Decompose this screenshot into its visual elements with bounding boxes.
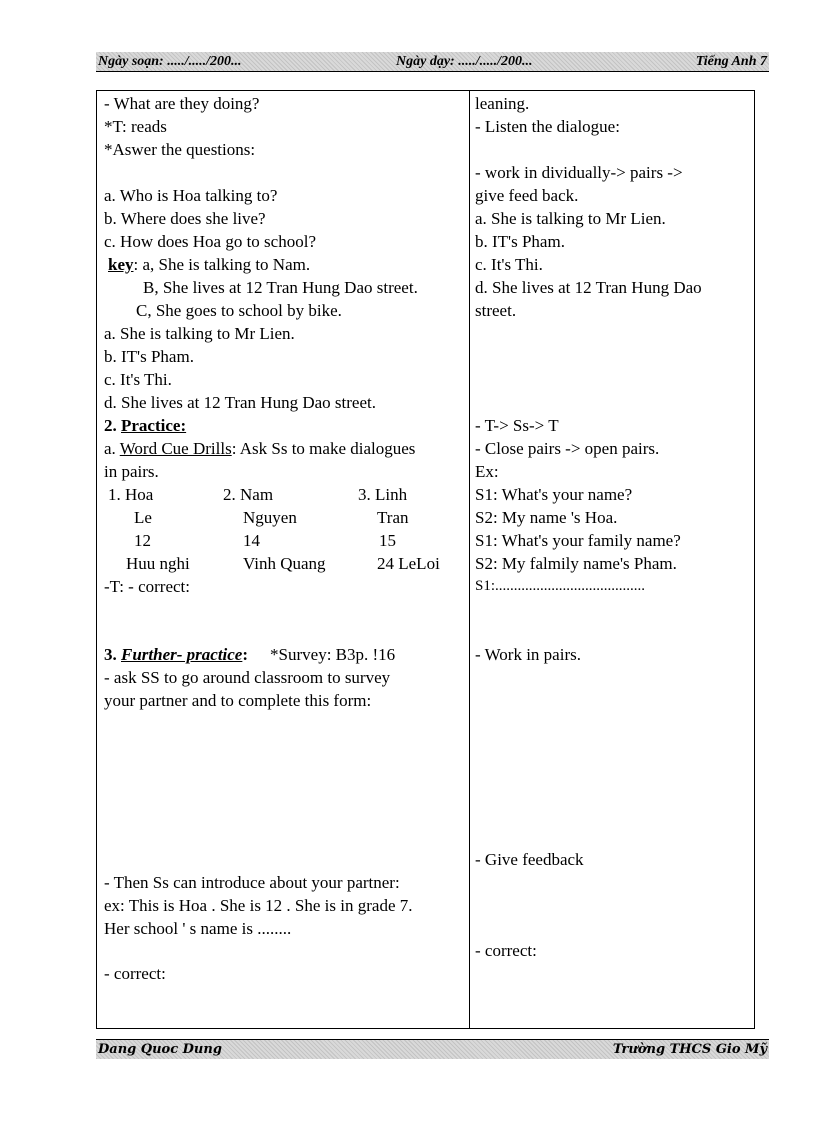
right-line: S1: What's your family name? [475,531,681,550]
right-line: S1: What's your name? [475,485,633,504]
right-line: street. [475,301,517,320]
cue-street: Huu nghi [126,554,190,573]
teacher-correct: -T: - correct: [104,577,190,596]
right-line: - Give feedback [475,850,584,869]
cue-street: Vinh Quang [243,554,326,573]
author-name: Dang Quoc Dung [98,1042,222,1057]
left-correct: - correct: [104,964,166,983]
further-heading [104,643,395,666]
question-c: c. How does Hoa go to school? [104,232,316,251]
drill-title: Word Cue Drills [119,439,232,458]
subject-title: Tiếng Anh 7 [695,54,767,69]
further-title: Further- practice [121,645,243,664]
footer-band [96,1039,769,1059]
right-line: - Work in pairs. [475,645,581,664]
then-line-3: Her school ' s name is ........ [104,919,292,938]
right-line: - T-> Ss-> T [475,416,559,435]
cue-age: 14 [243,531,260,550]
teach-date: Ngày dạy: ...../...../200... [396,54,533,69]
drill-prefix: a. [104,439,116,458]
key-c: C, She goes to school by bike. [136,301,342,320]
survey-label: *Survey: B3p. !16 [270,645,396,664]
left-line: - What are they doing? [104,94,260,113]
key-b: B, She lives at 12 Tran Hung Dao street. [143,278,418,297]
right-line: S2: My name 's Hoa. [475,508,618,527]
answer-c: c. It's Thi. [104,370,172,389]
key-line [108,253,310,276]
answer-b: b. IT's Pham. [104,347,194,366]
cue-age: 12 [134,531,151,550]
answer-d: d. She lives at 12 Tran Hung Dao street. [104,393,376,412]
further-colon: : [242,645,249,664]
right-line: - Close pairs -> open pairs. [475,439,660,458]
answer-a: a. She is talking to Mr Lien. [104,324,295,343]
drill-rest: : Ask Ss to make dialogues [231,439,416,458]
drill-rest-2: in pairs. [104,462,159,481]
right-line: d. She lives at 12 Tran Hung Dao [475,278,702,297]
practice-number: 2. [104,416,117,435]
cue-surname: Le [134,508,152,527]
right-line: Ex: [475,462,499,481]
right-line: leaning. [475,94,530,113]
left-line: *Aswer the questions: [104,140,256,159]
right-line: c. It's Thi. [475,255,543,274]
practice-title: Practice: [121,416,187,435]
left-line: *T: reads [104,117,167,136]
cue-head: 3. Linh [358,485,408,504]
column-divider [469,91,470,1028]
cue-street: 24 LeLoi [377,554,440,573]
then-line-2: ex: This is Hoa . She is 12 . She is in grade 7. [104,896,413,915]
ask-line-2: your partner and to complete this form: [104,691,372,710]
right-line: - Listen the dialogue: [475,117,620,136]
key-label: key [108,255,134,274]
right-line: b. IT's Pham. [475,232,565,251]
question-a: a. Who is Hoa talking to? [104,186,278,205]
cue-age: 15 [379,531,396,550]
lesson-table [96,90,755,1029]
ask-line-1: - ask SS to go around classroom to survey [104,668,391,687]
practice-heading [104,414,186,437]
question-b: b. Where does she live? [104,209,266,228]
key-a: : a, She is talking to Nam. [133,255,311,274]
school-name: Trường THCS Gio Mỹ [612,1042,767,1057]
cue-head: 2. Nam [223,485,274,504]
right-line: S2: My falmily name's Pham. [475,554,677,573]
further-number: 3. [104,645,117,664]
cue-surname: Nguyen [243,508,297,527]
drill-line [104,437,415,460]
header-band [96,52,769,72]
right-line: S1:........................................ [475,578,646,594]
right-line: - work in dividually-> pairs -> [475,163,683,182]
right-line: a. She is talking to Mr Lien. [475,209,666,228]
then-line-1: - Then Ss can introduce about your partner: [104,873,400,892]
right-line: - correct: [475,941,537,960]
cue-surname: Tran [377,508,409,527]
right-line: give feed back. [475,186,579,205]
cue-head: 1. Hoa [108,485,154,504]
prep-date: Ngày soạn: ...../...../200... [98,54,242,69]
